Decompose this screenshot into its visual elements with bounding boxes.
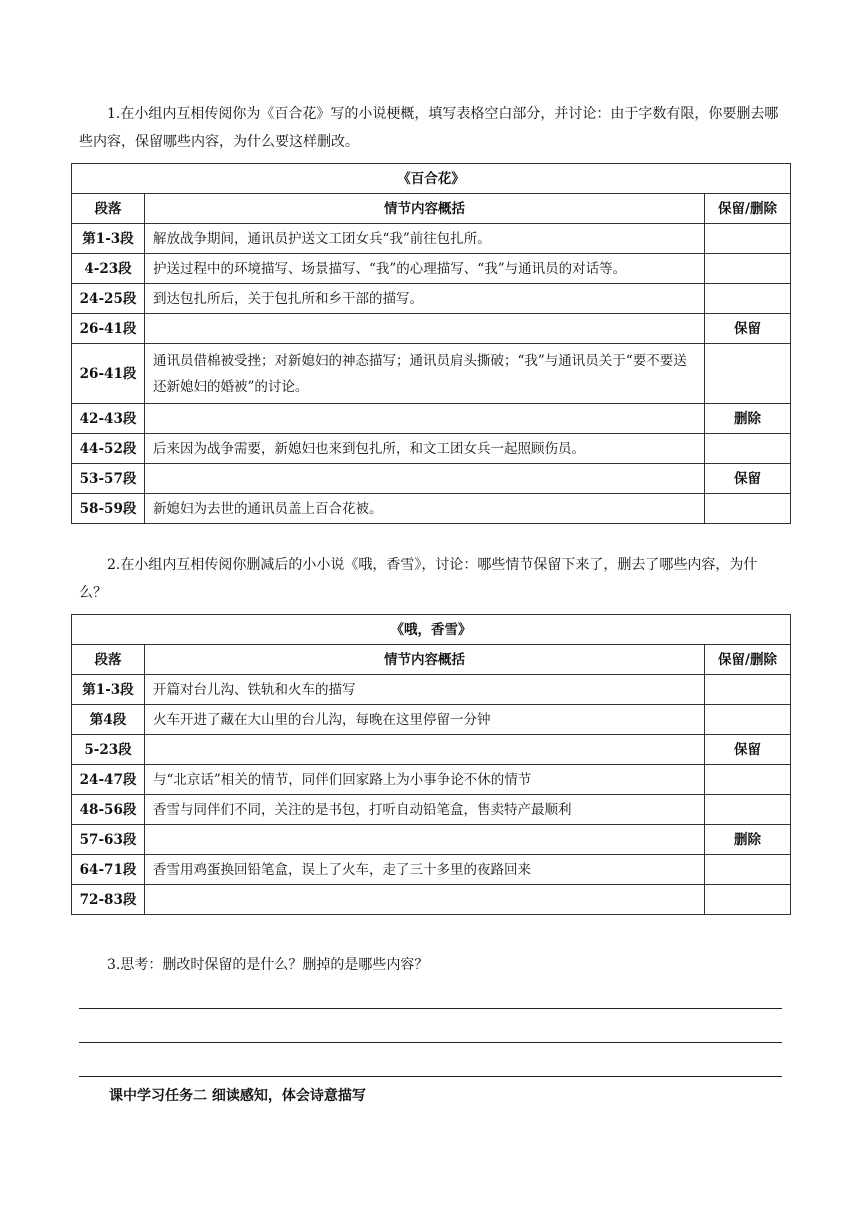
row-paragraph: 42-43段 (72, 404, 145, 434)
question-1: 1.在小组内互相传阅你为《百合花》写的小说梗概，填写表格空白部分，并讨论：由于字数有限，你要删去哪些内容，保留哪些内容，为什么要这样删改。 (79, 106, 779, 150)
row-action (705, 284, 791, 314)
row-summary: 火车开进了藏在大山里的台儿沟，每晚在这里停留一分钟 (145, 705, 705, 735)
row-summary: 香雪与同伴们不同，关注的是书包，打听自动铅笔盒，售卖特产最顺利 (145, 795, 705, 825)
table-title: 《百合花》 (72, 164, 791, 194)
row-action: 保留 (705, 314, 791, 344)
row-paragraph: 44-52段 (72, 434, 145, 464)
row-summary: 到达包扎所后，关于包扎所和乡干部的描写。 (145, 284, 705, 314)
table-xiangxue (71, 614, 791, 915)
row-paragraph: 24-47段 (72, 765, 145, 795)
row-paragraph: 64-71段 (72, 855, 145, 885)
answer-line (79, 1076, 782, 1077)
table-row (72, 795, 791, 825)
table-row (72, 494, 791, 524)
table-row (72, 464, 791, 494)
table-row (72, 705, 791, 735)
row-action (705, 434, 791, 464)
row-paragraph: 48-56段 (72, 795, 145, 825)
table-row (72, 735, 791, 765)
row-action: 删除 (705, 404, 791, 434)
table-row (72, 765, 791, 795)
row-summary: 与“北京话”相关的情节，同伴们回家路上为小事争论不休的情节 (145, 765, 705, 795)
row-action (705, 855, 791, 885)
table-row (72, 855, 791, 885)
answer-line (79, 1042, 782, 1043)
row-action (705, 705, 791, 735)
row-action (705, 675, 791, 705)
row-action: 删除 (705, 825, 791, 855)
row-paragraph: 57-63段 (72, 825, 145, 855)
row-paragraph: 4-23段 (72, 254, 145, 284)
table-row (72, 284, 791, 314)
table-row (72, 675, 791, 705)
header-action: 保留/删除 (705, 194, 791, 224)
question-2: 2.在小组内互相传阅你删减后的小小说《哦，香雪》，讨论：哪些情节保留下来了，删去了哪些内容，为什么？ (79, 557, 758, 601)
row-summary: 香雪用鸡蛋换回铅笔盒，误上了火车，走了三十多里的夜路回来 (145, 855, 705, 885)
row-summary (145, 735, 705, 765)
row-action (705, 344, 791, 404)
table-row (72, 254, 791, 284)
row-summary: 开篇对台儿沟、铁轨和火车的描写 (145, 675, 705, 705)
table-row (72, 344, 791, 404)
row-action (705, 224, 791, 254)
header-summary: 情节内容概括 (145, 645, 705, 675)
table-row (72, 314, 791, 344)
row-action (705, 885, 791, 915)
row-paragraph: 53-57段 (72, 464, 145, 494)
header-paragraph: 段落 (72, 194, 145, 224)
row-paragraph: 72-83段 (72, 885, 145, 915)
row-paragraph: 24-25段 (72, 284, 145, 314)
header-action: 保留/删除 (705, 645, 791, 675)
table-baihehua (71, 163, 791, 524)
section-heading: 课中学习任务二 细读感知，体会诗意描写 (109, 1088, 366, 1104)
row-paragraph: 26-41段 (72, 344, 145, 404)
row-summary (145, 885, 705, 915)
row-paragraph: 第4段 (72, 705, 145, 735)
row-paragraph: 5-23段 (72, 735, 145, 765)
row-summary: 新媳妇为去世的通讯员盖上百合花被。 (145, 494, 705, 524)
row-paragraph: 58-59段 (72, 494, 145, 524)
row-paragraph: 26-41段 (72, 314, 145, 344)
table-row (72, 224, 791, 254)
row-summary: 解放战争期间，通讯员护送文工团女兵“我”前往包扎所。 (145, 224, 705, 254)
row-action: 保留 (705, 735, 791, 765)
header-paragraph: 段落 (72, 645, 145, 675)
table-row (72, 825, 791, 855)
row-paragraph: 第1-3段 (72, 224, 145, 254)
table-title: 《哦，香雪》 (72, 615, 791, 645)
row-summary (145, 464, 705, 494)
row-paragraph: 第1-3段 (72, 675, 145, 705)
row-summary (145, 404, 705, 434)
row-action: 保留 (705, 464, 791, 494)
question-3: 3.思考：删改时保留的是什么？删掉的是哪些内容？ (107, 957, 429, 973)
answer-line (79, 1008, 782, 1009)
row-action (705, 795, 791, 825)
row-summary: 后来因为战争需要，新媳妇也来到包扎所，和文工团女兵一起照顾伤员。 (145, 434, 705, 464)
row-summary: 护送过程中的环境描写、场景描写、“我”的心理描写、“我”与通讯员的对话等。 (145, 254, 705, 284)
table-row (72, 885, 791, 915)
row-summary: 通讯员借棉被受挫；对新媳妇的神态描写；通讯员肩头撕破；“我”与通讯员关于“要不要送还新媳妇的婚被”的讨论。 (145, 344, 705, 404)
table-row (72, 404, 791, 434)
row-summary (145, 825, 705, 855)
row-action (705, 494, 791, 524)
table-row (72, 434, 791, 464)
row-action (705, 254, 791, 284)
row-action (705, 765, 791, 795)
row-summary (145, 314, 705, 344)
header-summary: 情节内容概括 (145, 194, 705, 224)
